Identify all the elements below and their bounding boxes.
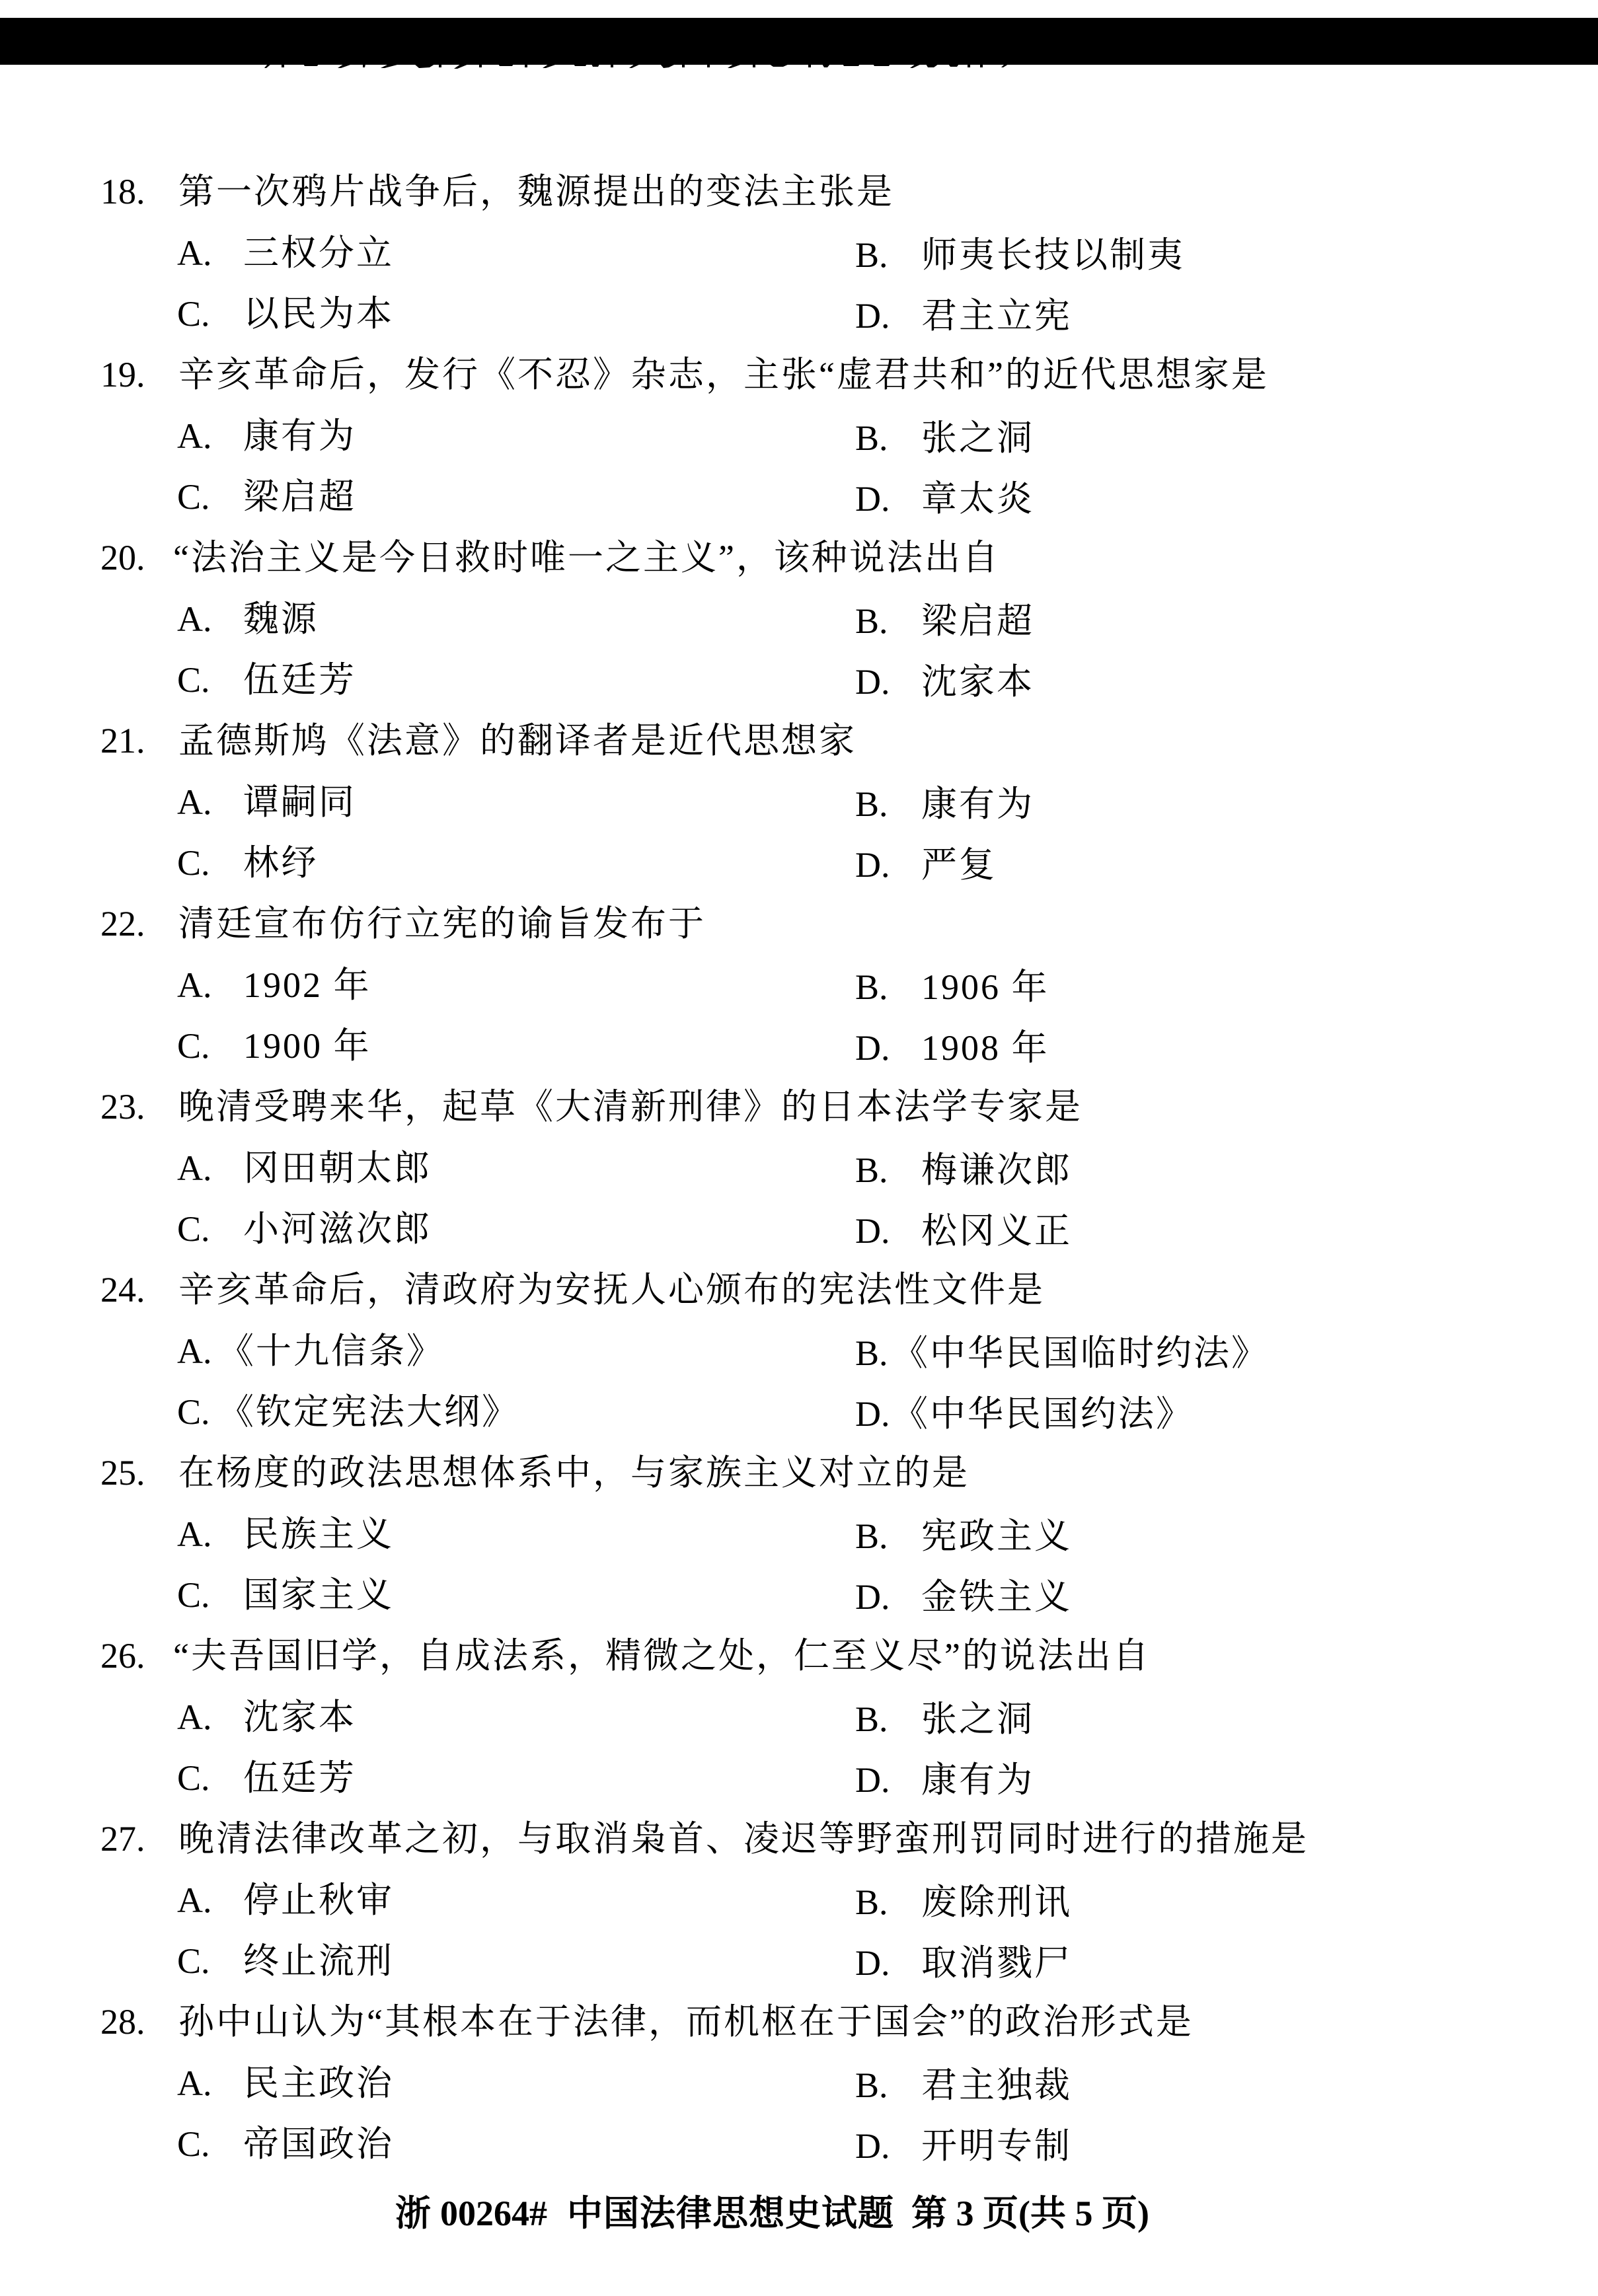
option-label: B.: [855, 235, 888, 275]
option-row: [0, 2052, 1598, 2114]
option-a: [177, 1503, 394, 1574]
option-text: 松冈义正: [921, 1211, 1072, 1251]
option-text: 帝国政治: [243, 2124, 394, 2164]
option-text: 《钦定宪法大纲》: [218, 1392, 519, 1432]
question-stem: [0, 161, 1598, 222]
option-text: 《十九信条》: [218, 1331, 444, 1371]
option-text: 宪政主义: [921, 1516, 1072, 1556]
option-text: 1906 年: [921, 967, 1049, 1007]
clipped-text-fragments: [0, 64, 1598, 71]
option-label: B.: [855, 1699, 888, 1739]
option-label: B.: [855, 2065, 888, 2105]
option-text: 废除刑讯: [921, 1882, 1072, 1922]
option-row: [0, 1016, 1598, 1076]
option-text: 冈田朝太郎: [243, 1148, 432, 1188]
option-label: C.: [177, 2124, 210, 2164]
question-number: 28.: [100, 2002, 145, 2042]
question-item: [0, 710, 1598, 893]
option-label: D.: [855, 1577, 890, 1617]
option-text: 林纾: [243, 843, 319, 883]
option-text: 沈家本: [921, 662, 1034, 702]
option-label: D.: [855, 1394, 890, 1434]
option-c: [177, 2114, 394, 2183]
question-number: 24.: [100, 1270, 145, 1310]
option-label: C.: [177, 1758, 210, 1798]
option-label: C.: [177, 1941, 210, 1981]
option-label: A.: [177, 599, 212, 639]
option-text: 伍廷芳: [243, 1758, 356, 1798]
option-label: A.: [177, 965, 212, 1005]
question-item: [0, 893, 1598, 1076]
option-d: [855, 2116, 1072, 2185]
option-text: 《中华民国约法》: [892, 1394, 1194, 1434]
question-text: 辛亥革命后，清政府为安抚人心颁布的宪法性文件是: [178, 1270, 1045, 1310]
question-item: [0, 161, 1598, 344]
option-row: [0, 588, 1598, 650]
option-text: 伍廷芳: [243, 660, 356, 700]
option-label: B.: [855, 1333, 888, 1373]
option-label: D.: [855, 1760, 890, 1800]
option-text: 金铁主义: [921, 1577, 1072, 1617]
option-text: 梁启超: [243, 477, 356, 517]
option-label: B.: [855, 1516, 888, 1556]
option-text: 终止流刑: [243, 1941, 394, 1981]
option-c: [177, 1931, 394, 2000]
option-text: 谭嗣同: [243, 782, 356, 822]
option-text: 严复: [921, 845, 997, 885]
option-c: [177, 1382, 519, 1451]
question-number: 23.: [100, 1087, 145, 1127]
question-stem: [0, 344, 1598, 405]
option-row: [0, 1382, 1598, 1442]
question-stem: [0, 893, 1598, 954]
option-a: [177, 954, 371, 1025]
option-text: 康有为: [243, 416, 356, 456]
option-text: 张之洞: [921, 1699, 1034, 1739]
option-label: D.: [855, 662, 890, 702]
question-item: [0, 1625, 1598, 1808]
option-text: 康有为: [921, 784, 1034, 824]
question-text: 晚清受聘来华，起草《大清新刑律》的日本法学专家是: [178, 1087, 1083, 1127]
option-label: B.: [855, 1150, 888, 1190]
option-label: D.: [855, 845, 890, 885]
option-row: [0, 222, 1598, 284]
option-row: [0, 1199, 1598, 1259]
option-label: B.: [855, 1882, 888, 1922]
question-item: [0, 1442, 1598, 1625]
option-row: [0, 1320, 1598, 1382]
footer-exam-title: 中国法律思想史试题: [567, 2194, 894, 2233]
option-text: 停止秋审: [243, 1880, 394, 1920]
option-a: [177, 1869, 394, 1941]
option-label: D.: [855, 1211, 890, 1251]
question-number: 21.: [100, 721, 145, 760]
option-c: [177, 1199, 432, 1268]
option-text: 开明专制: [921, 2126, 1072, 2166]
option-row: [0, 650, 1598, 710]
option-label: B.: [855, 601, 888, 641]
option-a: [177, 405, 356, 476]
option-text: 梅谦次郎: [921, 1150, 1072, 1190]
option-label: D.: [855, 296, 890, 336]
option-text: 沈家本: [243, 1697, 356, 1737]
question-stem: [0, 1442, 1598, 1503]
option-label: A.: [177, 2063, 212, 2103]
question-stem: [0, 1259, 1598, 1320]
option-text: 以民为本: [243, 294, 394, 334]
option-label: C.: [177, 477, 210, 517]
option-label: C.: [177, 1575, 210, 1615]
question-stem: [0, 527, 1598, 588]
question-number: 18.: [100, 172, 145, 211]
question-text: 第一次鸦片战争后，魏源提出的变法主张是: [178, 172, 894, 211]
question-number: 26.: [100, 1636, 145, 1676]
footer-course-code: 00264#: [440, 2194, 547, 2233]
option-label: C.: [177, 1209, 210, 1249]
option-row: [0, 1686, 1598, 1748]
footer-province: 浙: [395, 2194, 431, 2233]
option-label: B.: [855, 967, 888, 1007]
option-label: A.: [177, 1148, 212, 1188]
option-label: A.: [177, 416, 212, 456]
option-label: D.: [855, 1943, 890, 1983]
option-c: [177, 1016, 371, 1085]
question-stem: [0, 710, 1598, 771]
page-footer: [395, 2187, 1149, 2240]
option-c: [177, 1748, 356, 1817]
option-label: B.: [855, 784, 888, 824]
option-a: [177, 2052, 394, 2124]
option-label: C.: [177, 660, 210, 700]
option-text: 民族主义: [243, 1514, 394, 1554]
question-number: 22.: [100, 904, 145, 944]
question-text: “法治主义是今日救时唯一之主义”，该种说法出自: [173, 538, 1000, 577]
option-label: A.: [177, 1514, 212, 1554]
option-text: 三权分立: [243, 233, 394, 273]
option-text: 国家主义: [243, 1575, 394, 1615]
option-label: C.: [177, 843, 210, 883]
question-stem: [0, 1076, 1598, 1137]
question-number: 27.: [100, 1819, 145, 1859]
option-label: D.: [855, 1028, 890, 1068]
question-stem: [0, 1808, 1598, 1869]
option-a: [177, 771, 356, 842]
option-row: [0, 1931, 1598, 1991]
option-row: [0, 405, 1598, 467]
option-text: 君主立宪: [921, 296, 1072, 336]
question-item: [0, 344, 1598, 527]
question-number: 19.: [100, 355, 145, 394]
option-label: A.: [177, 782, 212, 822]
option-c: [177, 467, 356, 536]
footer-page-info: 第 3 页(共 5 页): [911, 2194, 1149, 2233]
option-text: 魏源: [243, 599, 319, 639]
option-c: [177, 284, 394, 353]
option-text: 1900 年: [243, 1026, 371, 1066]
option-text: 民主政治: [243, 2063, 394, 2103]
option-text: 小河滋次郎: [243, 1209, 432, 1249]
question-number: 25.: [100, 1453, 145, 1493]
question-item: [0, 1991, 1598, 2174]
question-text: 孟德斯鸠《法意》的翻译者是近代思想家: [178, 721, 856, 760]
option-text: 章太炎: [921, 479, 1034, 519]
option-a: [177, 222, 394, 293]
option-row: [0, 1503, 1598, 1565]
option-text: 康有为: [921, 1760, 1034, 1800]
option-row: [0, 771, 1598, 833]
option-row: [0, 467, 1598, 527]
question-item: [0, 1076, 1598, 1259]
question-number: 20.: [100, 538, 145, 577]
option-label: D.: [855, 479, 890, 519]
option-text: 张之洞: [921, 418, 1034, 458]
option-row: [0, 1137, 1598, 1199]
redaction-bar: [0, 18, 1598, 65]
option-text: 梁启超: [921, 601, 1034, 641]
option-row: [0, 284, 1598, 344]
question-text: 孙中山认为“其根本在于法律，而机枢在于国会”的政治形式是: [178, 2002, 1194, 2042]
option-label: C.: [177, 1026, 210, 1066]
option-row: [0, 954, 1598, 1016]
option-label: A.: [177, 1697, 212, 1737]
option-label: C.: [177, 294, 210, 334]
option-a: [177, 1137, 432, 1208]
option-c: [177, 833, 319, 902]
question-text: 清廷宣布仿行立宪的谕旨发布于: [178, 904, 706, 944]
option-text: 取消戮尸: [921, 1943, 1072, 1983]
option-c: [177, 1565, 394, 1634]
option-label: A.: [177, 1331, 212, 1371]
option-text: 《中华民国临时约法》: [892, 1333, 1269, 1373]
option-row: [0, 1748, 1598, 1808]
question-item: [0, 1808, 1598, 1991]
option-label: B.: [855, 418, 888, 458]
option-row: [0, 2114, 1598, 2174]
question-text: 在杨度的政法思想体系中，与家族主义对立的是: [178, 1453, 970, 1493]
option-c: [177, 650, 356, 719]
question-text: 辛亥革命后，发行《不忍》杂志，主张“虚君共和”的近代思想家是: [178, 355, 1269, 394]
option-a: [177, 1686, 356, 1758]
option-a: [177, 588, 319, 659]
question-item: [0, 527, 1598, 710]
question-text: 晚清法律改革之初，与取消枭首、凌迟等野蛮刑罚同时进行的措施是: [178, 1819, 1309, 1859]
option-text: 师夷长技以制夷: [921, 235, 1185, 275]
option-label: C.: [177, 1392, 210, 1432]
option-label: A.: [177, 1880, 212, 1920]
option-text: 1908 年: [921, 1028, 1049, 1068]
option-row: [0, 1869, 1598, 1931]
option-text: 君主独裁: [921, 2065, 1072, 2105]
option-a: [177, 1320, 444, 1391]
option-label: A.: [177, 233, 212, 273]
question-item: [0, 1259, 1598, 1442]
question-stem: [0, 1625, 1598, 1686]
question-text: “夫吾国旧学，自成法系，精微之处，仁至义尽”的说法出自: [173, 1636, 1151, 1676]
question-list: [0, 161, 1598, 2174]
option-row: [0, 1565, 1598, 1625]
option-text: 1902 年: [243, 965, 371, 1005]
option-label: D.: [855, 2126, 890, 2166]
question-stem: [0, 1991, 1598, 2052]
option-row: [0, 833, 1598, 893]
